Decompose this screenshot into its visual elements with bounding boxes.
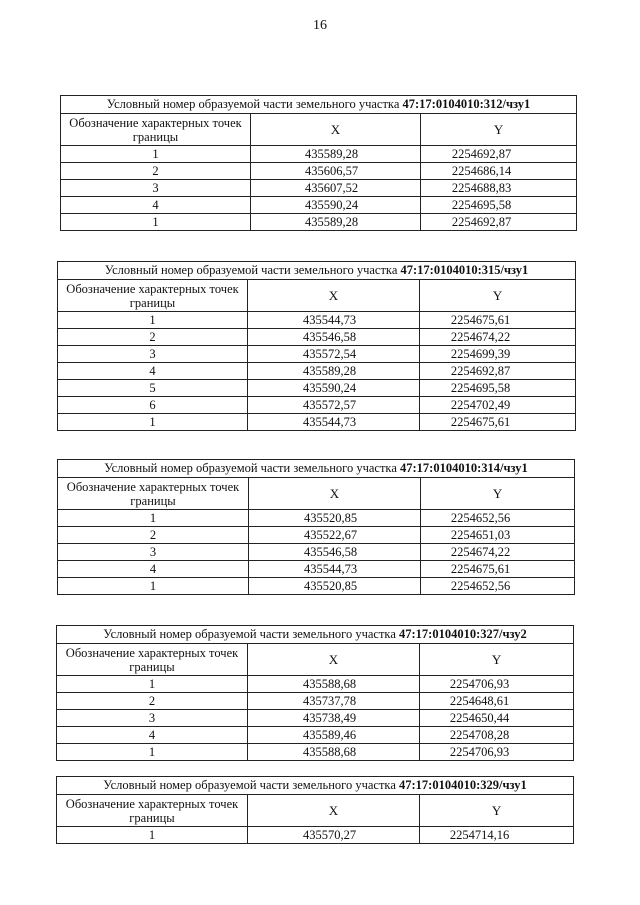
- y-cell: 2254706,93: [420, 744, 574, 761]
- column-header-point: Обозначение характерных точек границы: [57, 795, 248, 827]
- y-cell: 2254650,44: [420, 710, 574, 727]
- x-cell: 435572,57: [248, 397, 420, 414]
- point-cell: 2: [61, 163, 251, 180]
- x-cell: 435606,57: [251, 163, 421, 180]
- point-cell: 1: [58, 510, 249, 527]
- x-cell: 435522,67: [249, 527, 421, 544]
- cadastral-number: 47:17:0104010:314/чзу1: [400, 461, 528, 475]
- cadastral-number: 47:17:0104010:312/чзу1: [402, 97, 531, 111]
- y-cell: 2254692,87: [421, 146, 577, 163]
- x-cell: 435546,58: [249, 544, 421, 561]
- point-cell: 2: [58, 527, 249, 544]
- point-cell: 2: [57, 693, 248, 710]
- point-cell: 1: [57, 744, 248, 761]
- table-row: [58, 561, 575, 578]
- point-cell: 1: [57, 827, 248, 844]
- table-row: [57, 827, 574, 844]
- x-cell: 435589,28: [251, 214, 421, 231]
- x-cell: 435588,68: [248, 744, 420, 761]
- x-cell: 435589,28: [251, 146, 421, 163]
- point-cell: 1: [58, 312, 248, 329]
- column-header-x: X: [251, 114, 421, 146]
- y-cell: 2254675,61: [420, 312, 576, 329]
- y-cell: 2254675,61: [420, 414, 576, 431]
- table-title: Условный номер образуемой части земельного участка 47:17:0104010:312/чзу1: [61, 96, 577, 114]
- point-cell: 6: [58, 397, 248, 414]
- table-row: [57, 727, 574, 744]
- coordinates-table: [60, 95, 577, 231]
- table-row: [58, 346, 576, 363]
- x-cell: 435607,52: [251, 180, 421, 197]
- cadastral-number: 47:17:0104010:327/чзу2: [399, 627, 527, 641]
- x-cell: 435544,73: [248, 312, 420, 329]
- column-header-y: Y: [420, 795, 574, 827]
- x-cell: 435544,73: [248, 414, 420, 431]
- column-header-y: Y: [421, 114, 577, 146]
- y-cell: 2254699,39: [420, 346, 576, 363]
- y-cell: 2254695,58: [420, 380, 576, 397]
- table-row: [58, 363, 576, 380]
- coordinates-table: [56, 625, 574, 761]
- x-cell: 435737,78: [248, 693, 420, 710]
- point-cell: 3: [58, 544, 249, 561]
- table-title: Условный номер образуемой части земельного участка 47:17:0104010:314/чзу1: [58, 460, 575, 478]
- column-header-point: Обозначение характерных точек границы: [61, 114, 251, 146]
- y-cell: 2254686,14: [421, 163, 577, 180]
- x-cell: 435572,54: [248, 346, 420, 363]
- point-cell: 1: [58, 578, 249, 595]
- point-cell: 1: [57, 676, 248, 693]
- x-cell: 435546,58: [248, 329, 420, 346]
- y-cell: 2254702,49: [420, 397, 576, 414]
- point-cell: 3: [58, 346, 248, 363]
- x-cell: 435520,85: [249, 510, 421, 527]
- column-header-x: X: [248, 644, 420, 676]
- column-header-y: Y: [420, 644, 574, 676]
- cadastral-number: 47:17:0104010:315/чзу1: [400, 263, 529, 277]
- cadastral-number: 47:17:0104010:329/чзу1: [399, 778, 527, 792]
- column-header-point: Обозначение характерных точек границы: [58, 478, 249, 510]
- table-title: Условный номер образуемой части земельного участка 47:17:0104010:329/чзу1: [57, 777, 574, 795]
- point-cell: 4: [57, 727, 248, 744]
- x-cell: 435588,68: [248, 676, 420, 693]
- y-cell: 2254652,56: [421, 578, 575, 595]
- table-title: Условный номер образуемой части земельного участка 47:17:0104010:327/чзу2: [57, 626, 574, 644]
- y-cell: 2254648,61: [420, 693, 574, 710]
- table-row: [61, 146, 577, 163]
- point-cell: 1: [61, 214, 251, 231]
- coordinates-table: [57, 459, 575, 595]
- table-row: [58, 414, 576, 431]
- point-cell: 4: [61, 197, 251, 214]
- table-row: [61, 197, 577, 214]
- column-header-y: Y: [420, 280, 576, 312]
- point-cell: 1: [58, 414, 248, 431]
- y-cell: 2254695,58: [421, 197, 577, 214]
- y-cell: 2254675,61: [421, 561, 575, 578]
- table-row: [58, 312, 576, 329]
- table-row: [58, 544, 575, 561]
- x-cell: 435589,46: [248, 727, 420, 744]
- x-cell: 435570,27: [248, 827, 420, 844]
- table-title: Условный номер образуемой части земельного участка 47:17:0104010:315/чзу1: [58, 262, 576, 280]
- table-row: [58, 527, 575, 544]
- column-header-point: Обозначение характерных точек границы: [57, 644, 248, 676]
- x-cell: 435590,24: [248, 380, 420, 397]
- column-header-x: X: [248, 795, 420, 827]
- x-cell: 435590,24: [251, 197, 421, 214]
- y-cell: 2254688,83: [421, 180, 577, 197]
- point-cell: 3: [57, 710, 248, 727]
- y-cell: 2254692,87: [421, 214, 577, 231]
- point-cell: 2: [58, 329, 248, 346]
- point-cell: 4: [58, 561, 249, 578]
- page-number: 16: [313, 18, 327, 33]
- table-row: [57, 710, 574, 727]
- column-header-x: X: [249, 478, 421, 510]
- coordinates-table: [57, 261, 576, 431]
- table-row: [61, 180, 577, 197]
- column-header-x: X: [248, 280, 420, 312]
- point-cell: 5: [58, 380, 248, 397]
- table-row: [61, 163, 577, 180]
- column-header-y: Y: [421, 478, 575, 510]
- table-row: [57, 693, 574, 710]
- coordinates-table: [56, 776, 574, 844]
- table-row: [58, 578, 575, 595]
- table-row: [57, 676, 574, 693]
- y-cell: 2254652,56: [421, 510, 575, 527]
- point-cell: 4: [58, 363, 248, 380]
- y-cell: 2254708,28: [420, 727, 574, 744]
- table-row: [58, 510, 575, 527]
- table-row: [58, 397, 576, 414]
- y-cell: 2254706,93: [420, 676, 574, 693]
- point-cell: 3: [61, 180, 251, 197]
- x-cell: 435520,85: [249, 578, 421, 595]
- table-row: [58, 329, 576, 346]
- y-cell: 2254674,22: [421, 544, 575, 561]
- x-cell: 435544,73: [249, 561, 421, 578]
- y-cell: 2254674,22: [420, 329, 576, 346]
- y-cell: 2254714,16: [420, 827, 574, 844]
- table-row: [61, 214, 577, 231]
- point-cell: 1: [61, 146, 251, 163]
- column-header-point: Обозначение характерных точек границы: [58, 280, 248, 312]
- x-cell: 435738,49: [248, 710, 420, 727]
- x-cell: 435589,28: [248, 363, 420, 380]
- table-row: [58, 380, 576, 397]
- y-cell: 2254651,03: [421, 527, 575, 544]
- y-cell: 2254692,87: [420, 363, 576, 380]
- table-row: [57, 744, 574, 761]
